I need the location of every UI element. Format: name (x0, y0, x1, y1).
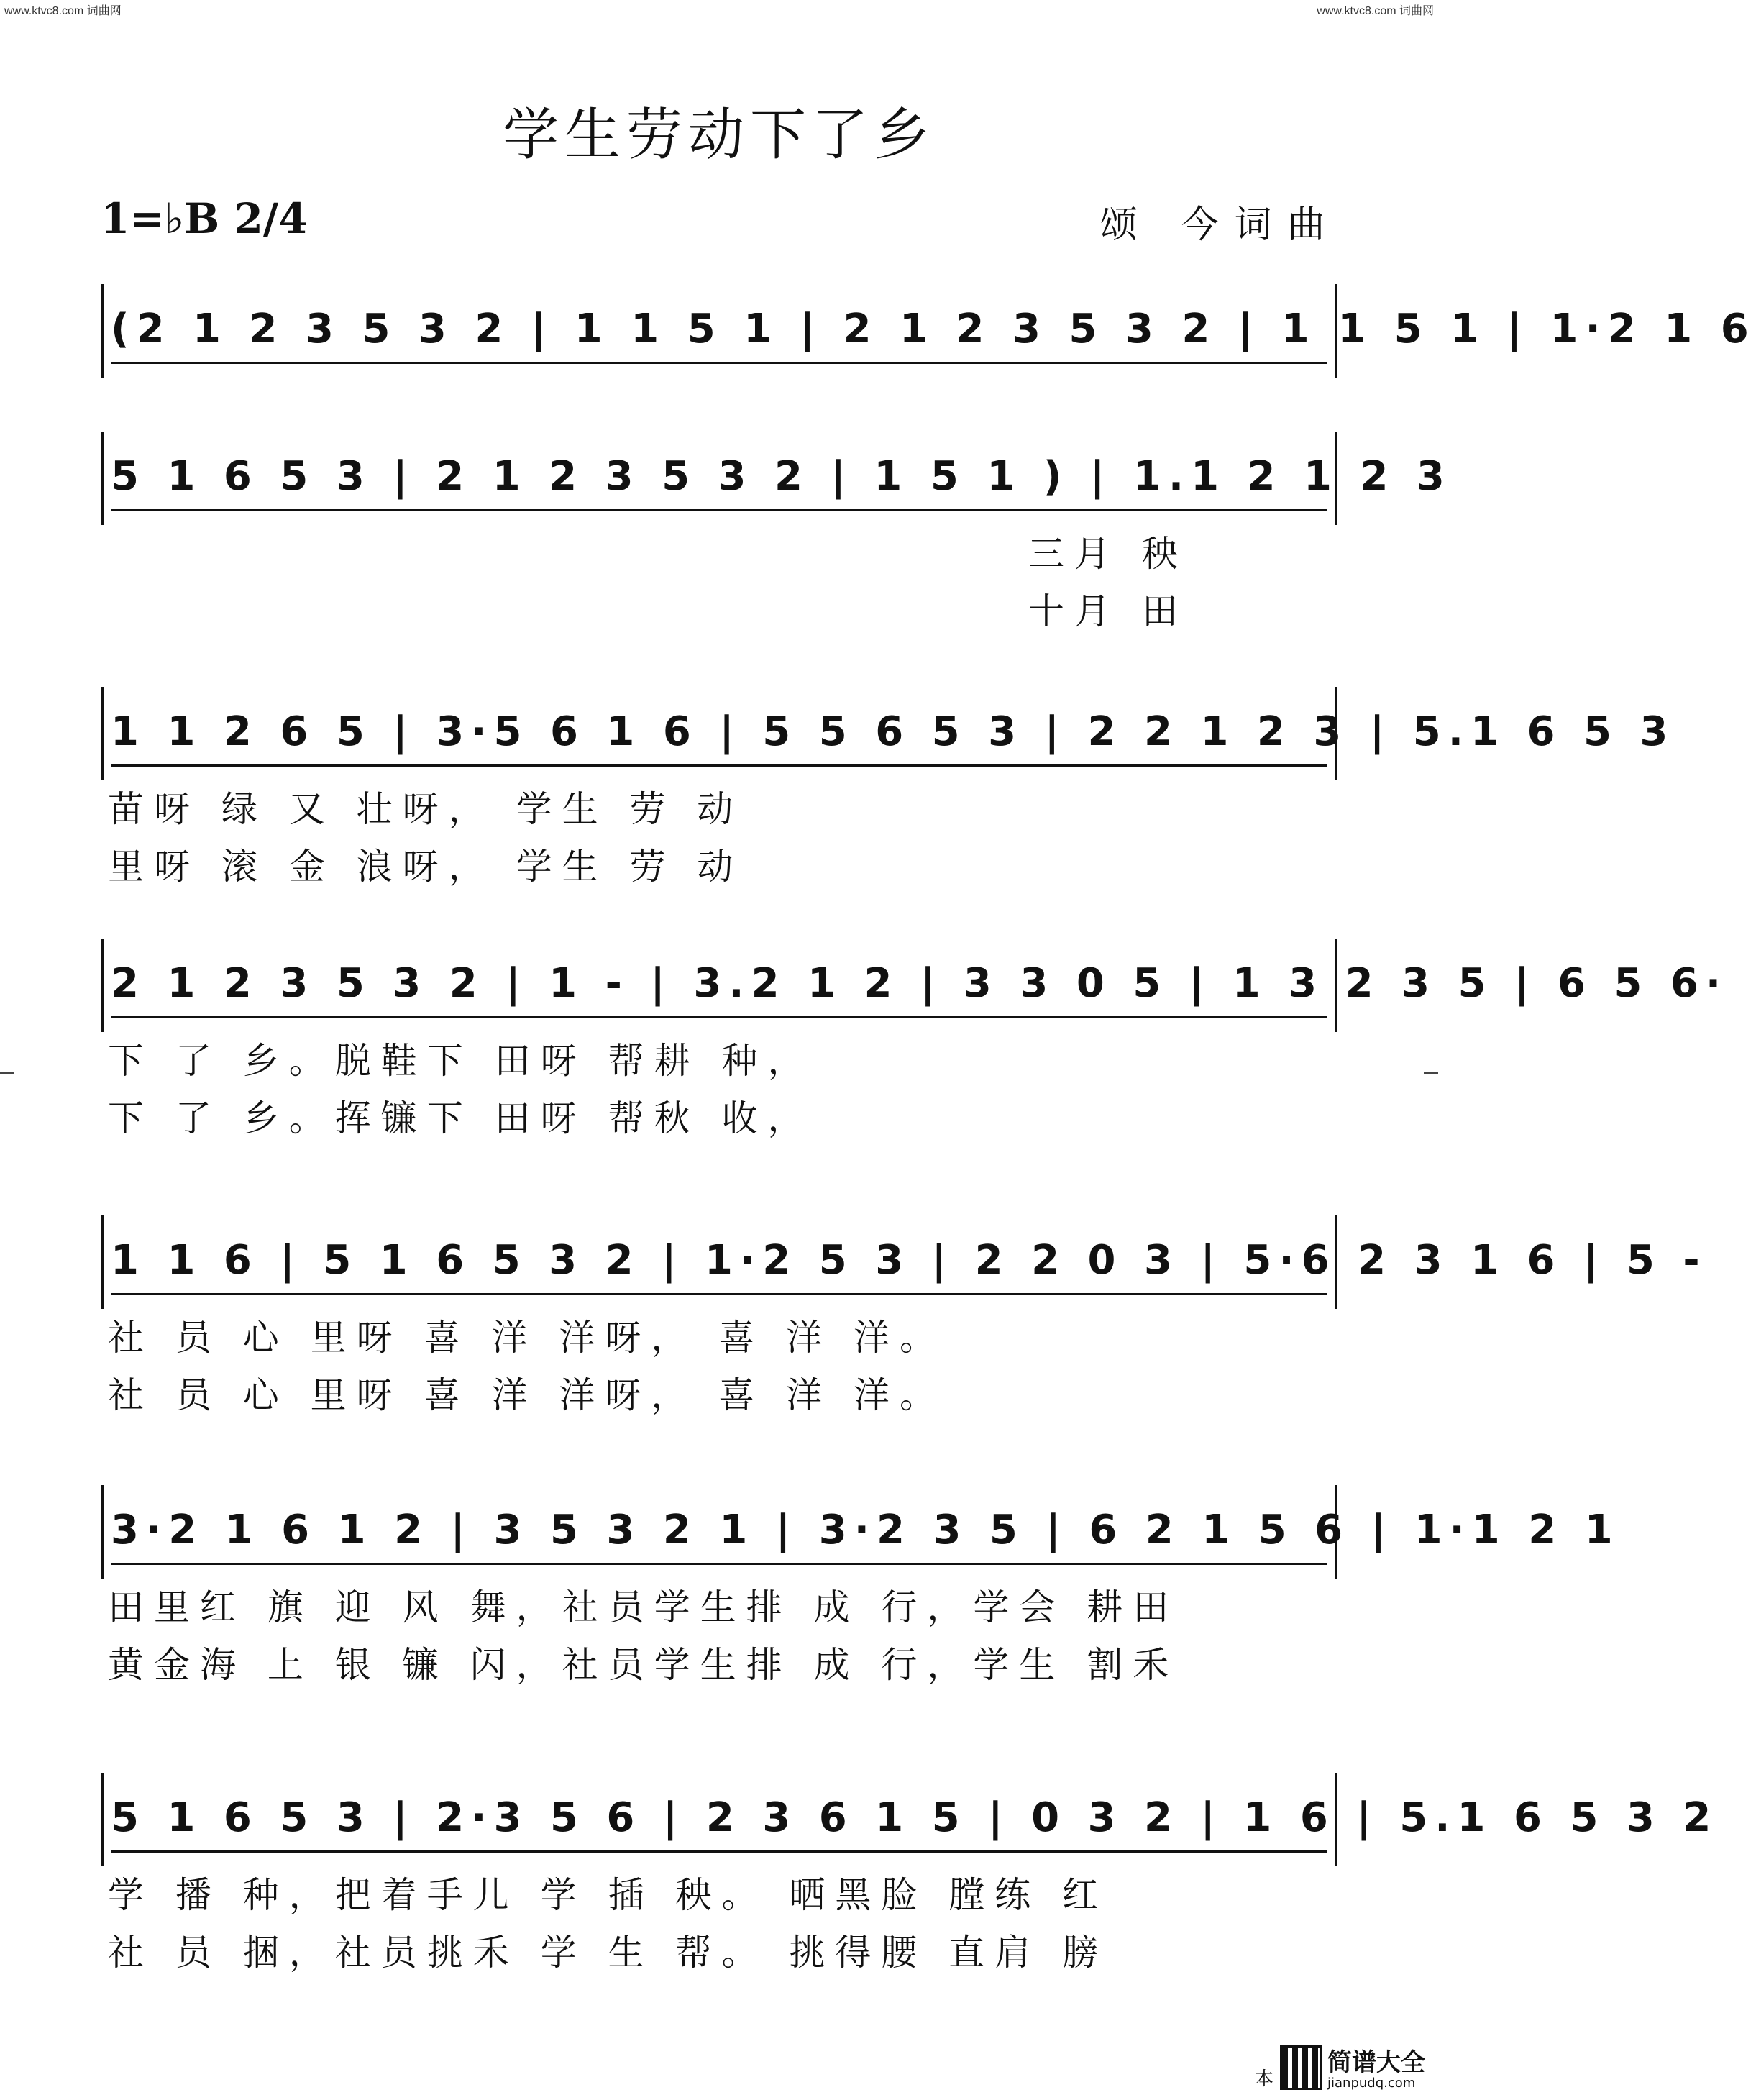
brand-fragment: 本 (1255, 2068, 1274, 2090)
lyric-line-2: 里呀 滚 金 浪呀， 学生 劳 动 (108, 846, 744, 887)
underline (111, 509, 1327, 511)
key-signature: 1=♭B 2/4 (101, 194, 308, 243)
notes-text: 5 1 6 5 3 | 2 1 2 3 5 3 2 | 1 5 1 ) | 1.1 2 1 2 3 (111, 453, 1452, 500)
lyric-line-1: 学 播 种，把着手儿 学 插 秧。 晒黑脸 膛练 红 (108, 1874, 1109, 1916)
system-5 (101, 1215, 1707, 1424)
header-right: www.ktvc8.com 词曲网 (1317, 5, 1434, 17)
notes-text: 3·2 1 6 1 2 | 3 5 3 2 1 | 3·2 3 5 | 6 2 1 5 6 | 1·1 2 1 (111, 1507, 1620, 1553)
underline (111, 1016, 1327, 1018)
brand-watermark (1280, 2042, 1435, 2094)
system-6 (101, 1485, 1620, 1694)
credit: 颂 今词曲 (1100, 204, 1341, 247)
lyric-line-1: 苗呀 绿 又 壮呀， 学生 劳 动 (108, 788, 744, 830)
lyric-line-2: 下 了 乡。挥镰下 田呀 帮秋 收， (108, 1097, 814, 1139)
system-3 (101, 687, 1675, 895)
margin-mark-left (0, 1072, 14, 1074)
system-1 (101, 284, 1756, 378)
notation-line (101, 432, 1452, 525)
lyric-line-1: 下 了 乡。脱鞋下 田呀 帮耕 种， (108, 1040, 814, 1082)
lyric-line-1: 田里红 旗 迎 风 舞，社员学生排 成 行，学会 耕田 (108, 1587, 1179, 1628)
underline (111, 1850, 1327, 1853)
notation-line (101, 687, 1675, 780)
underline (111, 1293, 1327, 1295)
piano-logo-icon (1280, 2045, 1322, 2090)
notation-line (101, 1215, 1707, 1309)
underline (111, 1563, 1327, 1565)
lyric-line-1: 三月 秧 (1028, 533, 1188, 575)
notes-text: 1 1 6 | 5 1 6 5 3 2 | 1·2 5 3 | 2 2 0 3 | 5·6 2 3 1 6 | 5 - (111, 1237, 1707, 1284)
brand-url: jianpudq.com (1327, 2076, 1416, 2091)
notes-text: 2 1 2 3 5 3 2 | 1 - | 3.2 1 2 | 3 3 0 5 | 1 3 2 3 5 | 6 5 6· (111, 960, 1729, 1007)
header-left: www.ktvc8.com 词曲网 (4, 5, 122, 17)
notation-line (101, 1773, 1719, 1866)
notes-text: 5 1 6 5 3 | 2·3 5 6 | 2 3 6 1 5 | 0 3 2 | 1 6 | 5.1 6 5 3 2 (111, 1794, 1719, 1841)
notation-line (101, 284, 1756, 378)
lyric-line-2: 社 员 心 里呀 喜 洋 洋呀， 喜 洋 洋。 (108, 1374, 946, 1416)
lyric-line-2: 黄金海 上 银 镰 闪，社员学生排 成 行，学生 割禾 (108, 1644, 1179, 1686)
song-title: 学生劳动下了乡 (502, 103, 936, 168)
lyric-line-2: 社 员 捆，社员挑禾 学 生 帮。 挑得腰 直肩 膀 (108, 1932, 1109, 1973)
lyric-line-2: 十月 田 (1028, 590, 1188, 632)
margin-mark-right (1424, 1072, 1438, 1074)
notes-text: (2 1 2 3 5 3 2 | 1 1 5 1 | 2 1 2 3 5 3 2 | 1 1 5 1 | 1·2 1 6 (111, 306, 1756, 352)
underline (111, 362, 1327, 364)
notation-line (101, 939, 1729, 1032)
system-2 (101, 432, 1452, 640)
lyric-line-1: 社 员 心 里呀 喜 洋 洋呀， 喜 洋 洋。 (108, 1317, 946, 1359)
system-7 (101, 1773, 1719, 1981)
notation-line (101, 1485, 1620, 1579)
system-4 (101, 939, 1729, 1147)
notes-text: 1 1 2 6 5 | 3·5 6 1 6 | 5 5 6 5 3 | 2 2 1 2 3 | 5.1 6 5 3 (111, 708, 1675, 755)
brand-name: 简谱大全 (1327, 2048, 1425, 2077)
underline (111, 764, 1327, 767)
